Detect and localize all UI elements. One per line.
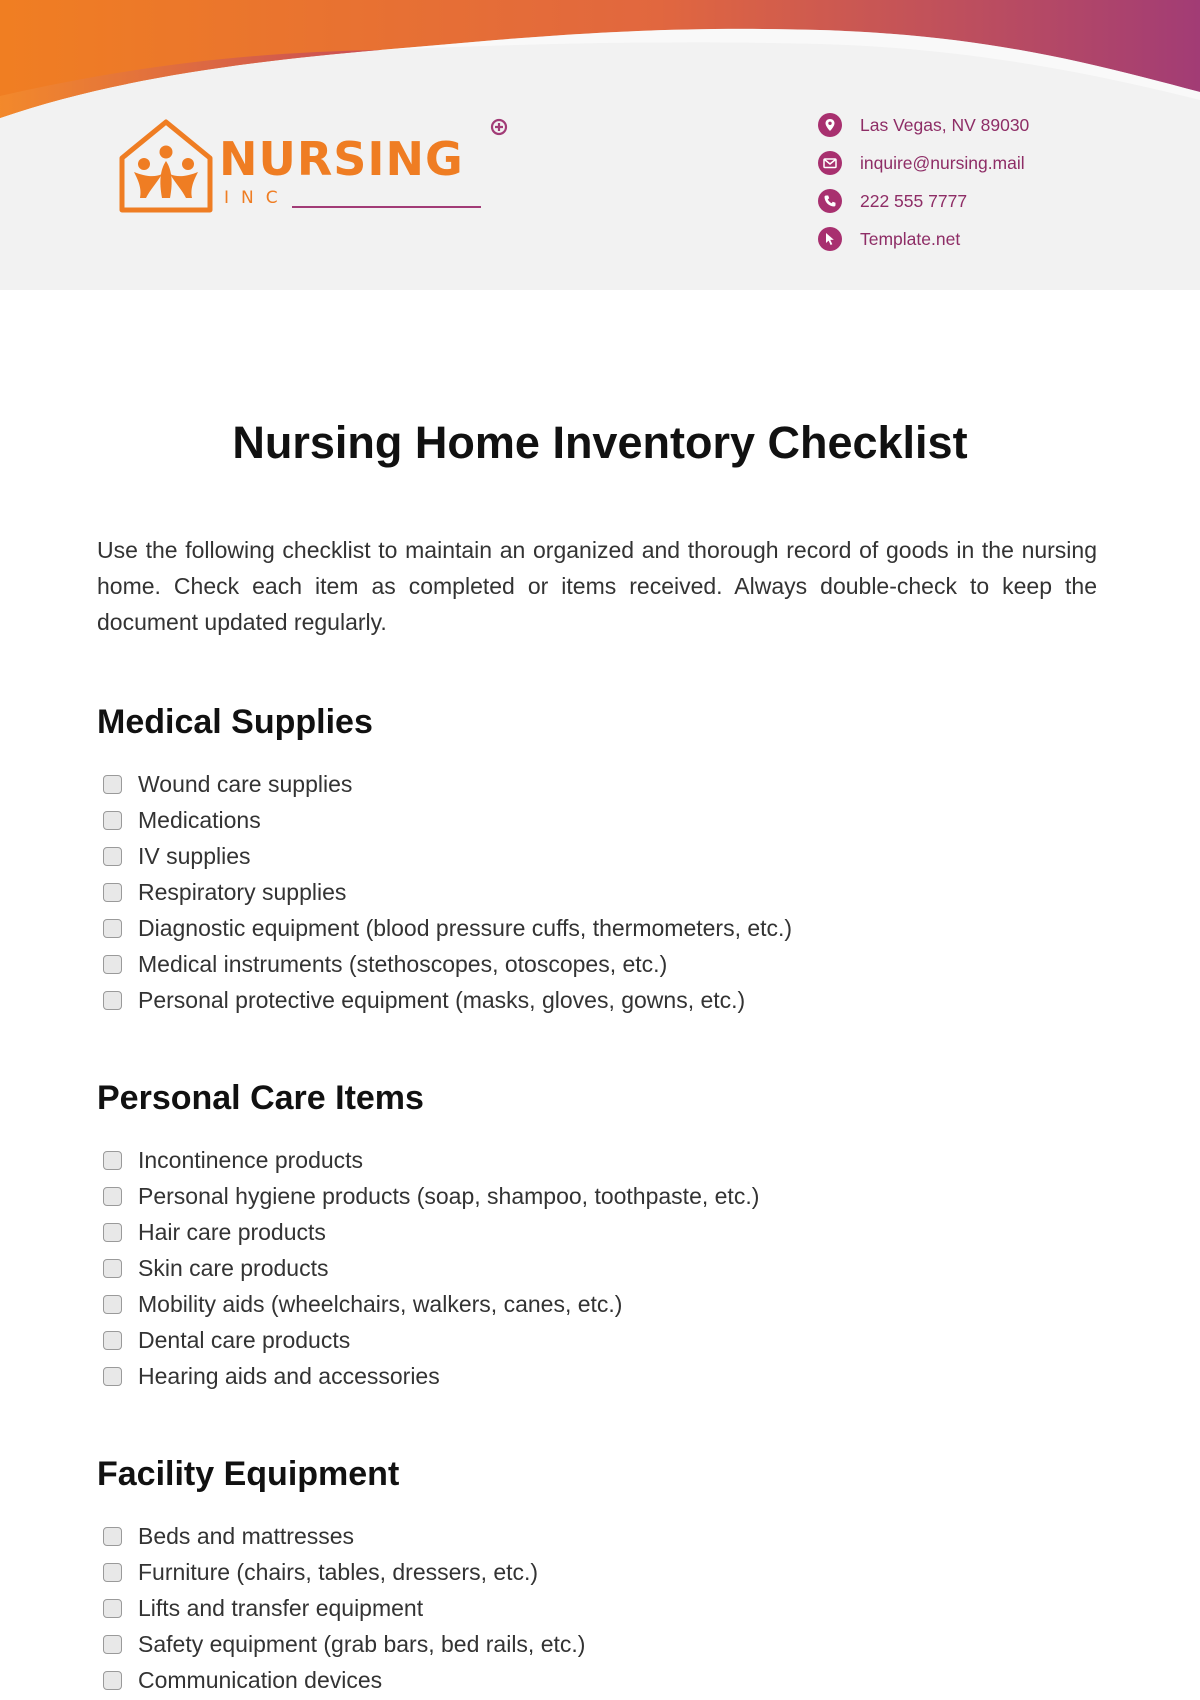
checklist-item-label: IV supplies (138, 842, 251, 869)
logo-subtitle: INC (224, 188, 290, 208)
checklist-item-label: Furniture (chairs, tables, dressers, etc.) (138, 1558, 539, 1585)
contact-website-text[interactable]: Template.net (860, 228, 961, 249)
checklist-item[interactable] (97, 1518, 1097, 1554)
logo-underline (292, 206, 481, 208)
checklist-item[interactable] (97, 1322, 1097, 1358)
section-heading: Facility Equipment (97, 1455, 400, 1493)
checklist-item-label: Dental care products (138, 1326, 351, 1353)
checklist-item[interactable] (97, 1662, 1097, 1698)
checkbox[interactable] (103, 1599, 122, 1618)
checkbox[interactable] (103, 1331, 122, 1350)
mail-icon (818, 151, 842, 175)
checklist-item-label: Personal hygiene products (soap, shampoo, toothpaste, etc.) (138, 1182, 760, 1209)
checklist-item-label: Safety equipment (grab bars, bed rails, etc.) (138, 1630, 586, 1657)
checklist-item[interactable] (97, 1178, 1097, 1214)
contact-email (818, 144, 1029, 182)
checklist-item[interactable] (97, 1142, 1097, 1178)
checklist-item-label: Mobility aids (wheelchairs, walkers, canes, etc.) (138, 1290, 623, 1317)
checkbox[interactable] (103, 1635, 122, 1654)
cursor-icon (818, 227, 842, 251)
checklist-item[interactable] (97, 802, 1097, 838)
checklist-item-label: Respiratory supplies (138, 878, 347, 905)
checkbox[interactable] (103, 883, 122, 902)
checklist-item[interactable] (97, 1590, 1097, 1626)
checklist-item[interactable] (97, 874, 1097, 910)
checkbox[interactable] (103, 1671, 122, 1690)
checkbox[interactable] (103, 1527, 122, 1546)
checkbox[interactable] (103, 1223, 122, 1242)
checklist-item[interactable] (97, 1286, 1097, 1322)
contact-phone (818, 182, 1029, 220)
checkbox[interactable] (103, 1295, 122, 1314)
contact-email-text[interactable]: inquire@nursing.mail (860, 152, 1025, 173)
checklist-item-label: Hair care products (138, 1218, 326, 1245)
section-facility-equipment (97, 1452, 1097, 1698)
checklist-item-label: Incontinence products (138, 1146, 364, 1173)
checkbox[interactable] (103, 775, 122, 794)
checklist-item[interactable] (97, 910, 1097, 946)
checklist-item[interactable] (97, 982, 1097, 1018)
checkbox[interactable] (103, 811, 122, 830)
checklist-item[interactable] (97, 1214, 1097, 1250)
checklist-item-label: Wound care supplies (138, 770, 353, 797)
checklist-item[interactable] (97, 1250, 1097, 1286)
checkbox[interactable] (103, 1151, 122, 1170)
intro-paragraph: Use the following checklist to maintain an organized and thorough record of goods in the nursing home. Check each item as completed or items received. Always double-check to keep the document updated regularly. (97, 537, 1097, 635)
checklist-item-label: Hearing aids and accessories (138, 1362, 440, 1389)
phone-icon (818, 189, 842, 213)
checklist-item-label: Medications (138, 806, 261, 833)
contact-website (818, 220, 1029, 258)
checkbox[interactable] (103, 847, 122, 866)
checklist-item-label: Communication devices (138, 1666, 383, 1693)
contact-address-text: Las Vegas, NV 89030 (860, 114, 1030, 135)
checkbox[interactable] (103, 1187, 122, 1206)
checklist-item[interactable] (97, 1358, 1097, 1394)
checklist-item[interactable] (97, 1626, 1097, 1662)
house-family-icon (116, 118, 216, 214)
section-personal-care-items (97, 1076, 1097, 1394)
checklist-item[interactable] (97, 946, 1097, 982)
checklist-item-label: Medical instruments (stethoscopes, otoscopes, etc.) (138, 950, 668, 977)
page-title: Nursing Home Inventory Checklist (232, 417, 968, 468)
section-heading: Medical Supplies (97, 703, 373, 741)
checklist-item-label: Personal protective equipment (masks, gloves, gowns, etc.) (138, 986, 746, 1013)
logo-wordmark: NURSING (219, 132, 464, 186)
checkbox[interactable] (103, 1367, 122, 1386)
section-medical-supplies (97, 700, 1097, 1018)
checklist-item-label: Skin care products (138, 1254, 329, 1281)
checklist-item-label: Lifts and transfer equipment (138, 1594, 424, 1621)
checklist-item[interactable] (97, 838, 1097, 874)
checklist-item-label: Beds and mattresses (138, 1522, 355, 1549)
checklist-item-label: Diagnostic equipment (blood pressure cuffs, thermometers, etc.) (138, 914, 793, 941)
checklist-item[interactable] (97, 766, 1097, 802)
contact-list (818, 106, 1029, 258)
location-pin-icon (818, 113, 842, 137)
medical-plus-icon (490, 118, 508, 136)
checkbox[interactable] (103, 1259, 122, 1278)
checkbox[interactable] (103, 991, 122, 1010)
checkbox[interactable] (103, 1563, 122, 1582)
contact-address (818, 106, 1029, 144)
checkbox[interactable] (103, 955, 122, 974)
letterhead (0, 0, 1200, 290)
logo (116, 118, 496, 218)
checkbox[interactable] (103, 919, 122, 938)
contact-phone-text[interactable]: 222 555 7777 (860, 190, 968, 211)
section-heading: Personal Care Items (97, 1079, 424, 1117)
checklist-item[interactable] (97, 1554, 1097, 1590)
